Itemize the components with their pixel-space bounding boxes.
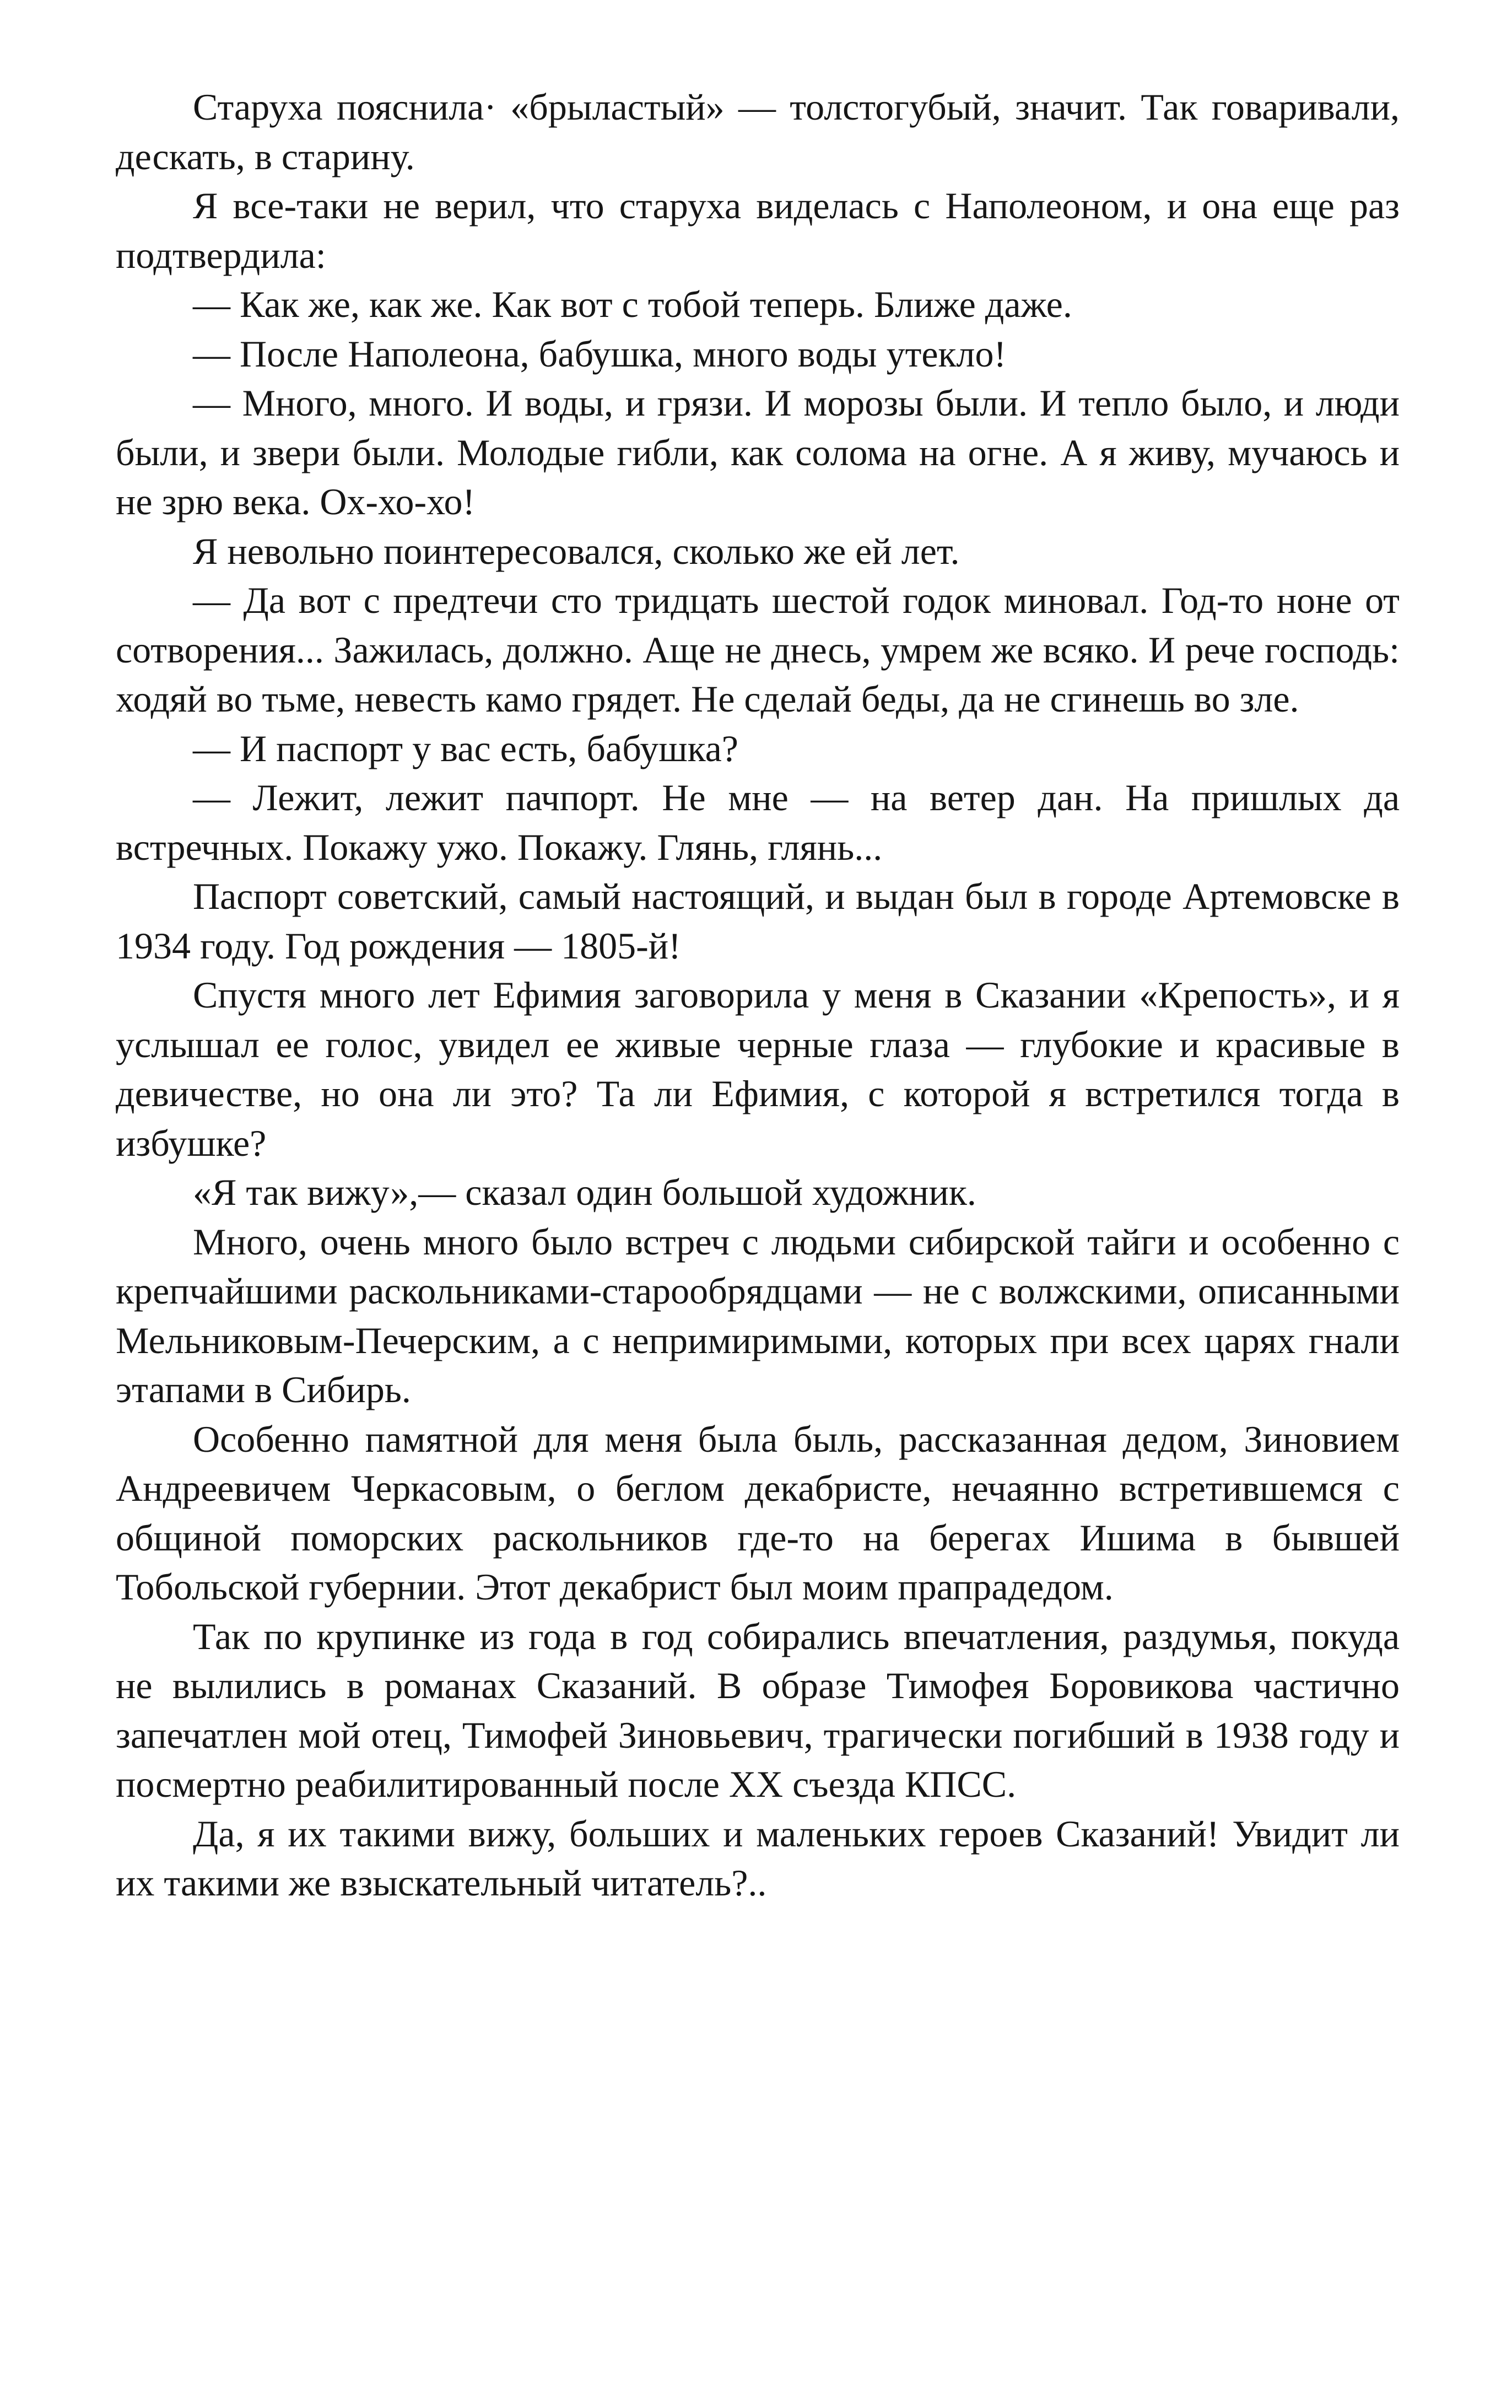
paragraph-1: Старуха пояснила· «брыластый» — толстогубый, значит. Так говаривали, дескать, в старину.: [116, 86, 1400, 177]
paragraph-4: — После Наполеона, бабушка, много воды утекло!: [193, 332, 1007, 375]
paragraph-15: Так по крупинке из года в год собирались впечатления, раздумья, покуда не вылились в романах Сказаний. В образе Тимофея Боровикова частично запечатлен мой отец, Тимофей Зиновьевич, трагически погибший в 1938 году и посмертно реабилитированный после XX съезда КПСС.: [116, 1615, 1400, 1805]
paragraph-8: — И паспорт у вас есть, бабушка?: [193, 727, 738, 769]
paragraph-10: Паспорт советский, самый настоящий, и выдан был в городе Артемовске в 1934 году. Год рождения — 1805-й!: [116, 875, 1400, 967]
paragraph-2: Я все-таки не верил, что старуха виделась с Наполеоном, и она еще раз подтвердила:: [116, 185, 1400, 276]
paragraph-3: — Как же, как же. Как вот с тобой теперь. Ближе даже.: [193, 283, 1072, 325]
book-page: [116, 83, 1400, 1908]
paragraph-5: — Много, много. И воды, и грязи. И морозы были. И тепло было, и люди были, и звери были. Молодые гибли, как солома на огне. А я живу, мучаюсь и не зрю века. Ох-хо-хо!: [116, 382, 1400, 522]
paragraph-6: Я невольно поинтересовался, сколько же ей лет.: [193, 530, 960, 572]
paragraph-12: «Я так вижу»,— сказал один большой художник.: [193, 1171, 976, 1213]
paragraph-11: Спустя много лет Ефимия заговорила у меня в Сказании «Крепость», и я услышал ее голос, увидел ее живые черные глаза — глубокие и красивые в девичестве, но она ли это? Та ли Ефимия, с которой я встретился тогда в избушке?: [116, 974, 1400, 1164]
paragraph-13: Много, очень много было встреч с людьми сибирской тайги и особенно с крепчайшими раскольниками-старообрядцами — не с волжскими, описанными Мельниковым-Печерским, а с непримиримыми, которых при всех царях гнали этапами в Сибирь.: [116, 1220, 1400, 1410]
paragraph-7: — Да вот с предтечи сто тридцать шестой годок миновал. Год-то ноне от сотворения... Зажилась, должно. Аще не днесь, умрем же всяко. И рече господь: ходяй во тьме, невесть камо грядет. Не сделай беды, да не сгинешь во зле.: [116, 579, 1400, 720]
paragraph-9: — Лежит, лежит пачпорт. Не мне — на ветер дан. На пришлых да встречных. Покажу ужо. Покажу. Глянь, глянь...: [116, 777, 1400, 868]
paragraph-16: Да, я их такими вижу, больших и маленьких героев Сказаний! Увидит ли их такими же взыскательный читатель?..: [116, 1812, 1400, 1904]
paragraph-14: Особенно памятной для меня была быль, рассказанная дедом, Зиновием Андреевичем Черкасовым, о беглом декабристе, нечаянно встретившемся с общиной поморских раскольников где-то на берегах Ишима в бывшей Тобольской губернии. Этот декабрист был моим прапрадедом.: [116, 1418, 1400, 1608]
